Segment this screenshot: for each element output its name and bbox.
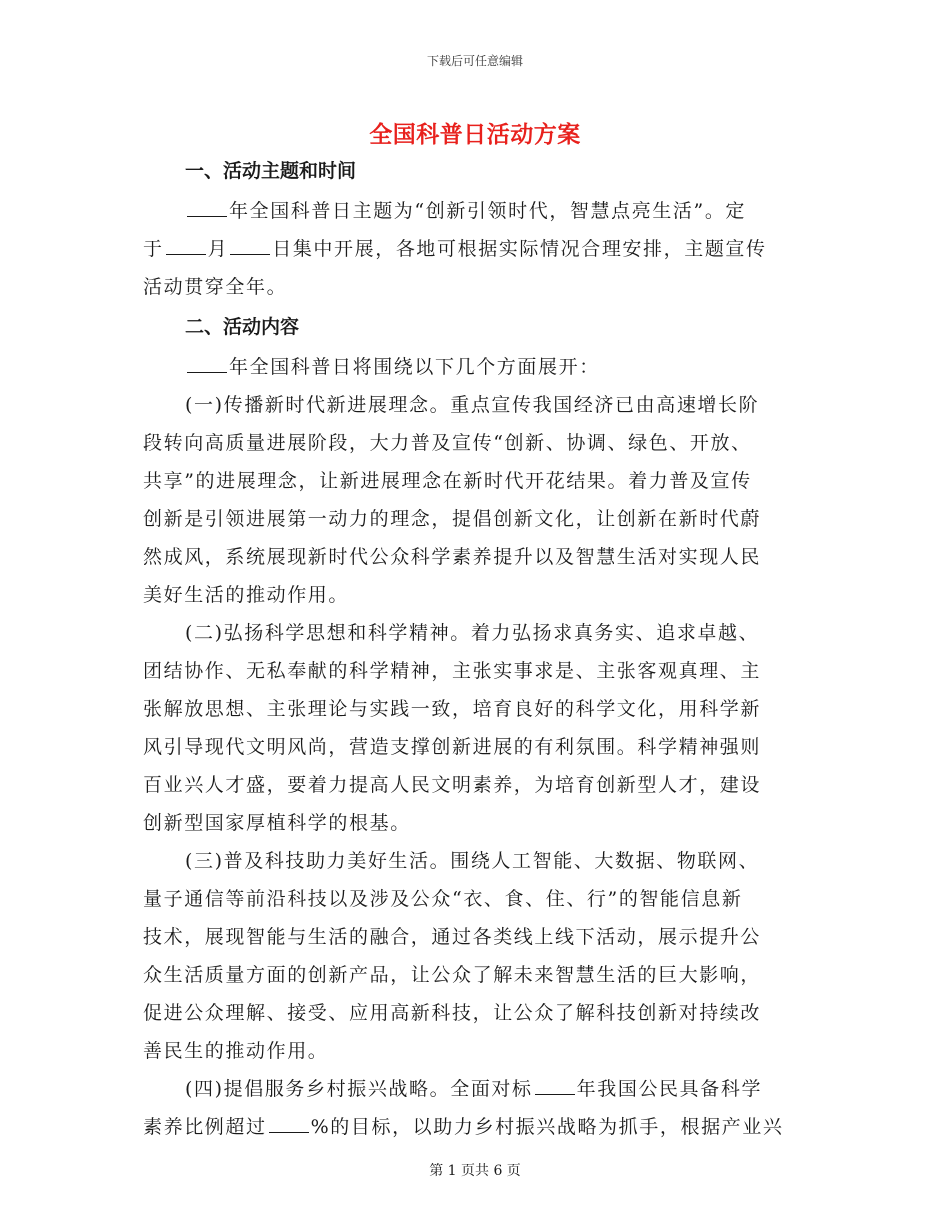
- paragraph-line: [143, 348, 803, 386]
- paragraph-line: 百业兴人才盛，要着力提高人民文明素养，为培育创新型人才，建设: [143, 774, 762, 796]
- paragraph-line: 段转向高质量进展阶段，大力普及宣传“创新、协调、绿色、开放、: [143, 432, 752, 454]
- blank-day: [230, 236, 270, 255]
- paragraph-line: 风引导现代文明风尚，营造支撑创新进展的有利氛围。科学精神强则: [143, 736, 762, 758]
- blank-percent: [269, 1114, 309, 1133]
- paragraph-line: 美好生活的推动作用。: [143, 584, 350, 606]
- paragraph-line: 众生活质量方面的创新产品，让公众了解未来智慧生活的巨大影响，: [143, 964, 762, 986]
- text-run: (四)提倡服务乡村振兴战略。全面对标: [185, 1078, 533, 1100]
- text-run: 于: [143, 238, 164, 260]
- text-run: 年全国科普日主题为“创新引领时代，智慧点亮生活”。定: [229, 200, 747, 222]
- content-item-2: [143, 614, 803, 842]
- paragraph-line: 善民生的推动作用。: [143, 1040, 329, 1062]
- paragraph-line: [143, 1070, 803, 1108]
- page-number: 第 1 页共 6 页: [429, 1163, 521, 1179]
- content-item-4: [143, 1070, 803, 1146]
- text-run: 年我国公民具备科学: [576, 1078, 763, 1100]
- paragraph-line: [143, 192, 803, 230]
- text-run: 素养比例超过: [143, 1116, 267, 1138]
- blank-year: [187, 354, 227, 373]
- content-item-3: [143, 842, 803, 1070]
- text-run: %的目标，以助力乡村振兴战略为抓手，根据产业兴: [310, 1116, 784, 1138]
- paragraph-line: 技术，展现智能与生活的融合，通过各类线上线下活动，展示提升公: [143, 926, 762, 948]
- blank-year: [535, 1076, 575, 1095]
- paragraph-line: 创新型国家厚植科学的根基。: [143, 812, 411, 834]
- paragraph-line: (二)弘扬科学思想和科学精神。着力弘扬求真务实、追求卓越、: [185, 622, 760, 644]
- text-run: 年全国科普日将围绕以下几个方面展开：: [229, 356, 600, 378]
- paragraph-line: 量子通信等前沿科技以及涉及公众“衣、食、住、行”的智能信息新: [143, 888, 743, 910]
- paragraph-line: (三)普及科技助力美好生活。围绕人工智能、大数据、物联网、: [185, 850, 760, 872]
- paragraph-line: [143, 1108, 803, 1146]
- paragraph-line: (一)传播新时代新进展理念。重点宣传我国经济已由高速增长阶: [185, 394, 760, 416]
- paragraph-line: 共享”的进展理念，让新进展理念在新时代开花结果。着力普及宣传: [143, 470, 752, 492]
- header-note: 下载后可任意编辑: [426, 54, 523, 68]
- text-run: 日集中开展，各地可根据实际情况合理安排，主题宣传: [272, 238, 767, 260]
- section-heading-theme-time: 一、活动主题和时间: [185, 160, 357, 182]
- blank-month: [166, 236, 206, 255]
- paragraph-line: 张解放思想、主张理论与实践一致，培育良好的科学文化，用科学新: [143, 698, 762, 720]
- blank-year: [187, 198, 227, 217]
- content-item-1: [143, 386, 803, 614]
- paragraph-line: [143, 230, 803, 268]
- paragraph-line: 然成风，系统展现新时代公众科学素养提升以及智慧生活对实现人民: [143, 546, 762, 568]
- paragraph-line: 团结协作、无私奉献的科学精神，主张实事求是、主张客观真理、主: [143, 660, 762, 682]
- paragraph-line: 创新是引领进展第一动力的理念，提倡创新文化，让创新在新时代蔚: [143, 508, 762, 530]
- text-run: 月: [207, 238, 229, 260]
- paragraph-line: 促进公众理解、接受、应用高新科技，让公众了解科技创新对持续改: [143, 1002, 762, 1024]
- section-heading-content: 二、活动内容: [185, 316, 300, 338]
- document-title: 全国科普日活动方案: [369, 121, 581, 148]
- document-body: [143, 150, 803, 1146]
- paragraph-line: 活动贯穿全年。: [143, 276, 288, 298]
